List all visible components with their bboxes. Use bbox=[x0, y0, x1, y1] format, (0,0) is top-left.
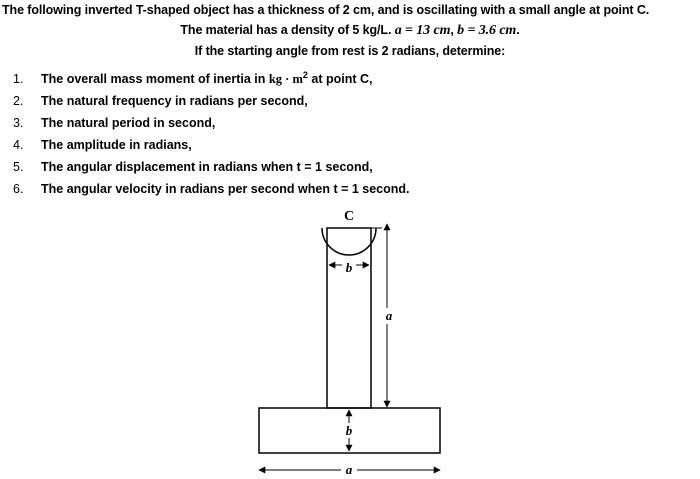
task-number: 3. bbox=[13, 116, 24, 130]
task-unit-exponent: 2 bbox=[302, 69, 308, 80]
task-text: The amplitude in radians, bbox=[41, 138, 192, 152]
task-unit: kg · m bbox=[268, 72, 303, 86]
task-text: The natural frequency in radians per second, bbox=[41, 94, 308, 108]
pivot-label: C bbox=[343, 209, 355, 224]
intro-density-text: The material has a density of 5 kg/L. bbox=[180, 23, 392, 37]
task-text-start: The overall mass moment of inertia in bbox=[41, 72, 269, 86]
intro-a-value: a = 13 cm bbox=[394, 23, 451, 38]
stem-height-label: a bbox=[385, 308, 393, 323]
intro-line-3: If the starting angle from rest is 2 radians, determine: bbox=[194, 44, 506, 58]
intro-b-value: b = 3.6 cm bbox=[457, 23, 517, 38]
base-height-label: b bbox=[345, 423, 353, 438]
base-width-label: a bbox=[345, 462, 353, 477]
intro-line-1: The following inverted T-shaped object has a thickness of 2 cm, and is oscillating with a small angle at point C. bbox=[2, 3, 650, 17]
stem-width-label: b bbox=[345, 260, 353, 275]
pivot-arc bbox=[322, 228, 376, 255]
task-number: 4. bbox=[13, 138, 24, 152]
task-number: 6. bbox=[13, 182, 24, 196]
task-text-end: at point C, bbox=[307, 72, 373, 86]
task-text: The angular displacement in radians when t = 1 second, bbox=[41, 160, 373, 174]
task-number: 2. bbox=[13, 94, 24, 108]
task-number: 5. bbox=[13, 160, 24, 174]
task-text: The angular velocity in radians per second when t = 1 second. bbox=[41, 182, 410, 196]
intro-line-2: The material has a density of 5 kg/L. a = 13 cm, b = 3.6 cm. bbox=[180, 23, 520, 38]
task-number: 1. bbox=[13, 72, 24, 86]
task-text: The natural period in second, bbox=[41, 116, 216, 130]
